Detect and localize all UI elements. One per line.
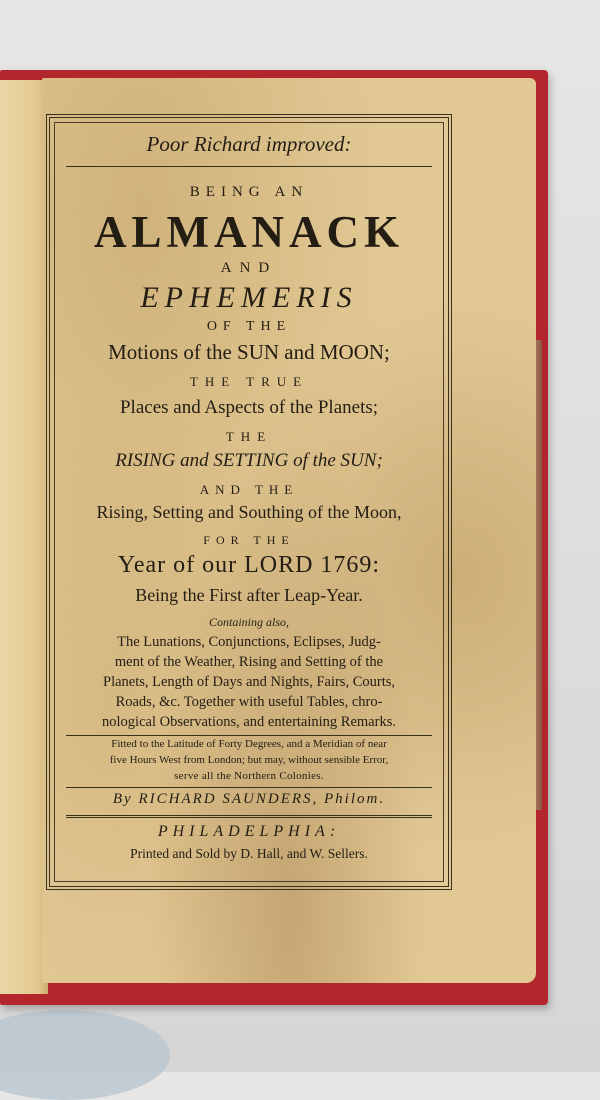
- the-true-line: THE TRUE: [189, 374, 309, 389]
- and-line: AND: [220, 260, 278, 276]
- rule: [66, 166, 432, 167]
- almanack-heading: ALMANACK: [94, 207, 404, 257]
- contents-line: Planets, Length of Days and Nights, Fairs, Courts,: [103, 674, 395, 690]
- the-line: THE: [225, 429, 273, 444]
- for-the-line: FOR THE: [203, 533, 295, 547]
- rule: [66, 815, 432, 818]
- rule: [66, 735, 432, 736]
- contents-line: The Lunations, Conjunctions, Eclipses, Judg-: [117, 634, 381, 650]
- fitted-line: five Hours West from London; but may, without sensible Error,: [109, 754, 389, 766]
- motions-line: Motions of the SUN and MOON;: [108, 340, 390, 364]
- containing-line: Containing also,: [208, 615, 289, 629]
- ephemeris-heading: EPHEMERIS: [140, 281, 358, 314]
- fitted-line: Fitted to the Latitude of Forty Degrees, and a Meridian of near: [111, 738, 387, 750]
- left-page-edge: [0, 80, 48, 994]
- contents-line: ment of the Weather, Rising and Setting of the: [114, 654, 384, 670]
- year-line: Year of our LORD 1769:: [117, 552, 381, 578]
- and-the-line: AND THE: [199, 482, 299, 497]
- fitted-line: serve all the Northern Colonies.: [174, 770, 324, 782]
- title-page-text: [58, 126, 440, 878]
- places-line: Places and Aspects of the Planets;: [119, 397, 379, 418]
- printer-line: Printed and Sold by D. Hall, and W. Sellers.: [130, 846, 368, 861]
- contents-line: Roads, &c. Together with useful Tables, chro-: [115, 694, 383, 710]
- rule: [66, 787, 432, 788]
- rising-southing-line: Rising, Setting and Southing of the Moon,: [96, 502, 402, 522]
- city-line: PHILADELPHIA:: [157, 823, 341, 840]
- table-shadow: [0, 1010, 170, 1100]
- contents-line: nological Observations, and entertaining Remarks.: [102, 714, 396, 730]
- author-line: By RICHARD SAUNDERS, Philom.: [112, 791, 386, 807]
- rising-setting-line: RISING and SETTING of the SUN;: [115, 450, 383, 471]
- of-the-line: OF THE: [206, 319, 292, 334]
- being-an: BEING AN: [189, 184, 309, 200]
- first-after-line: Being the First after Leap-Year.: [135, 585, 363, 605]
- header-line: Poor Richard improved:: [146, 132, 352, 156]
